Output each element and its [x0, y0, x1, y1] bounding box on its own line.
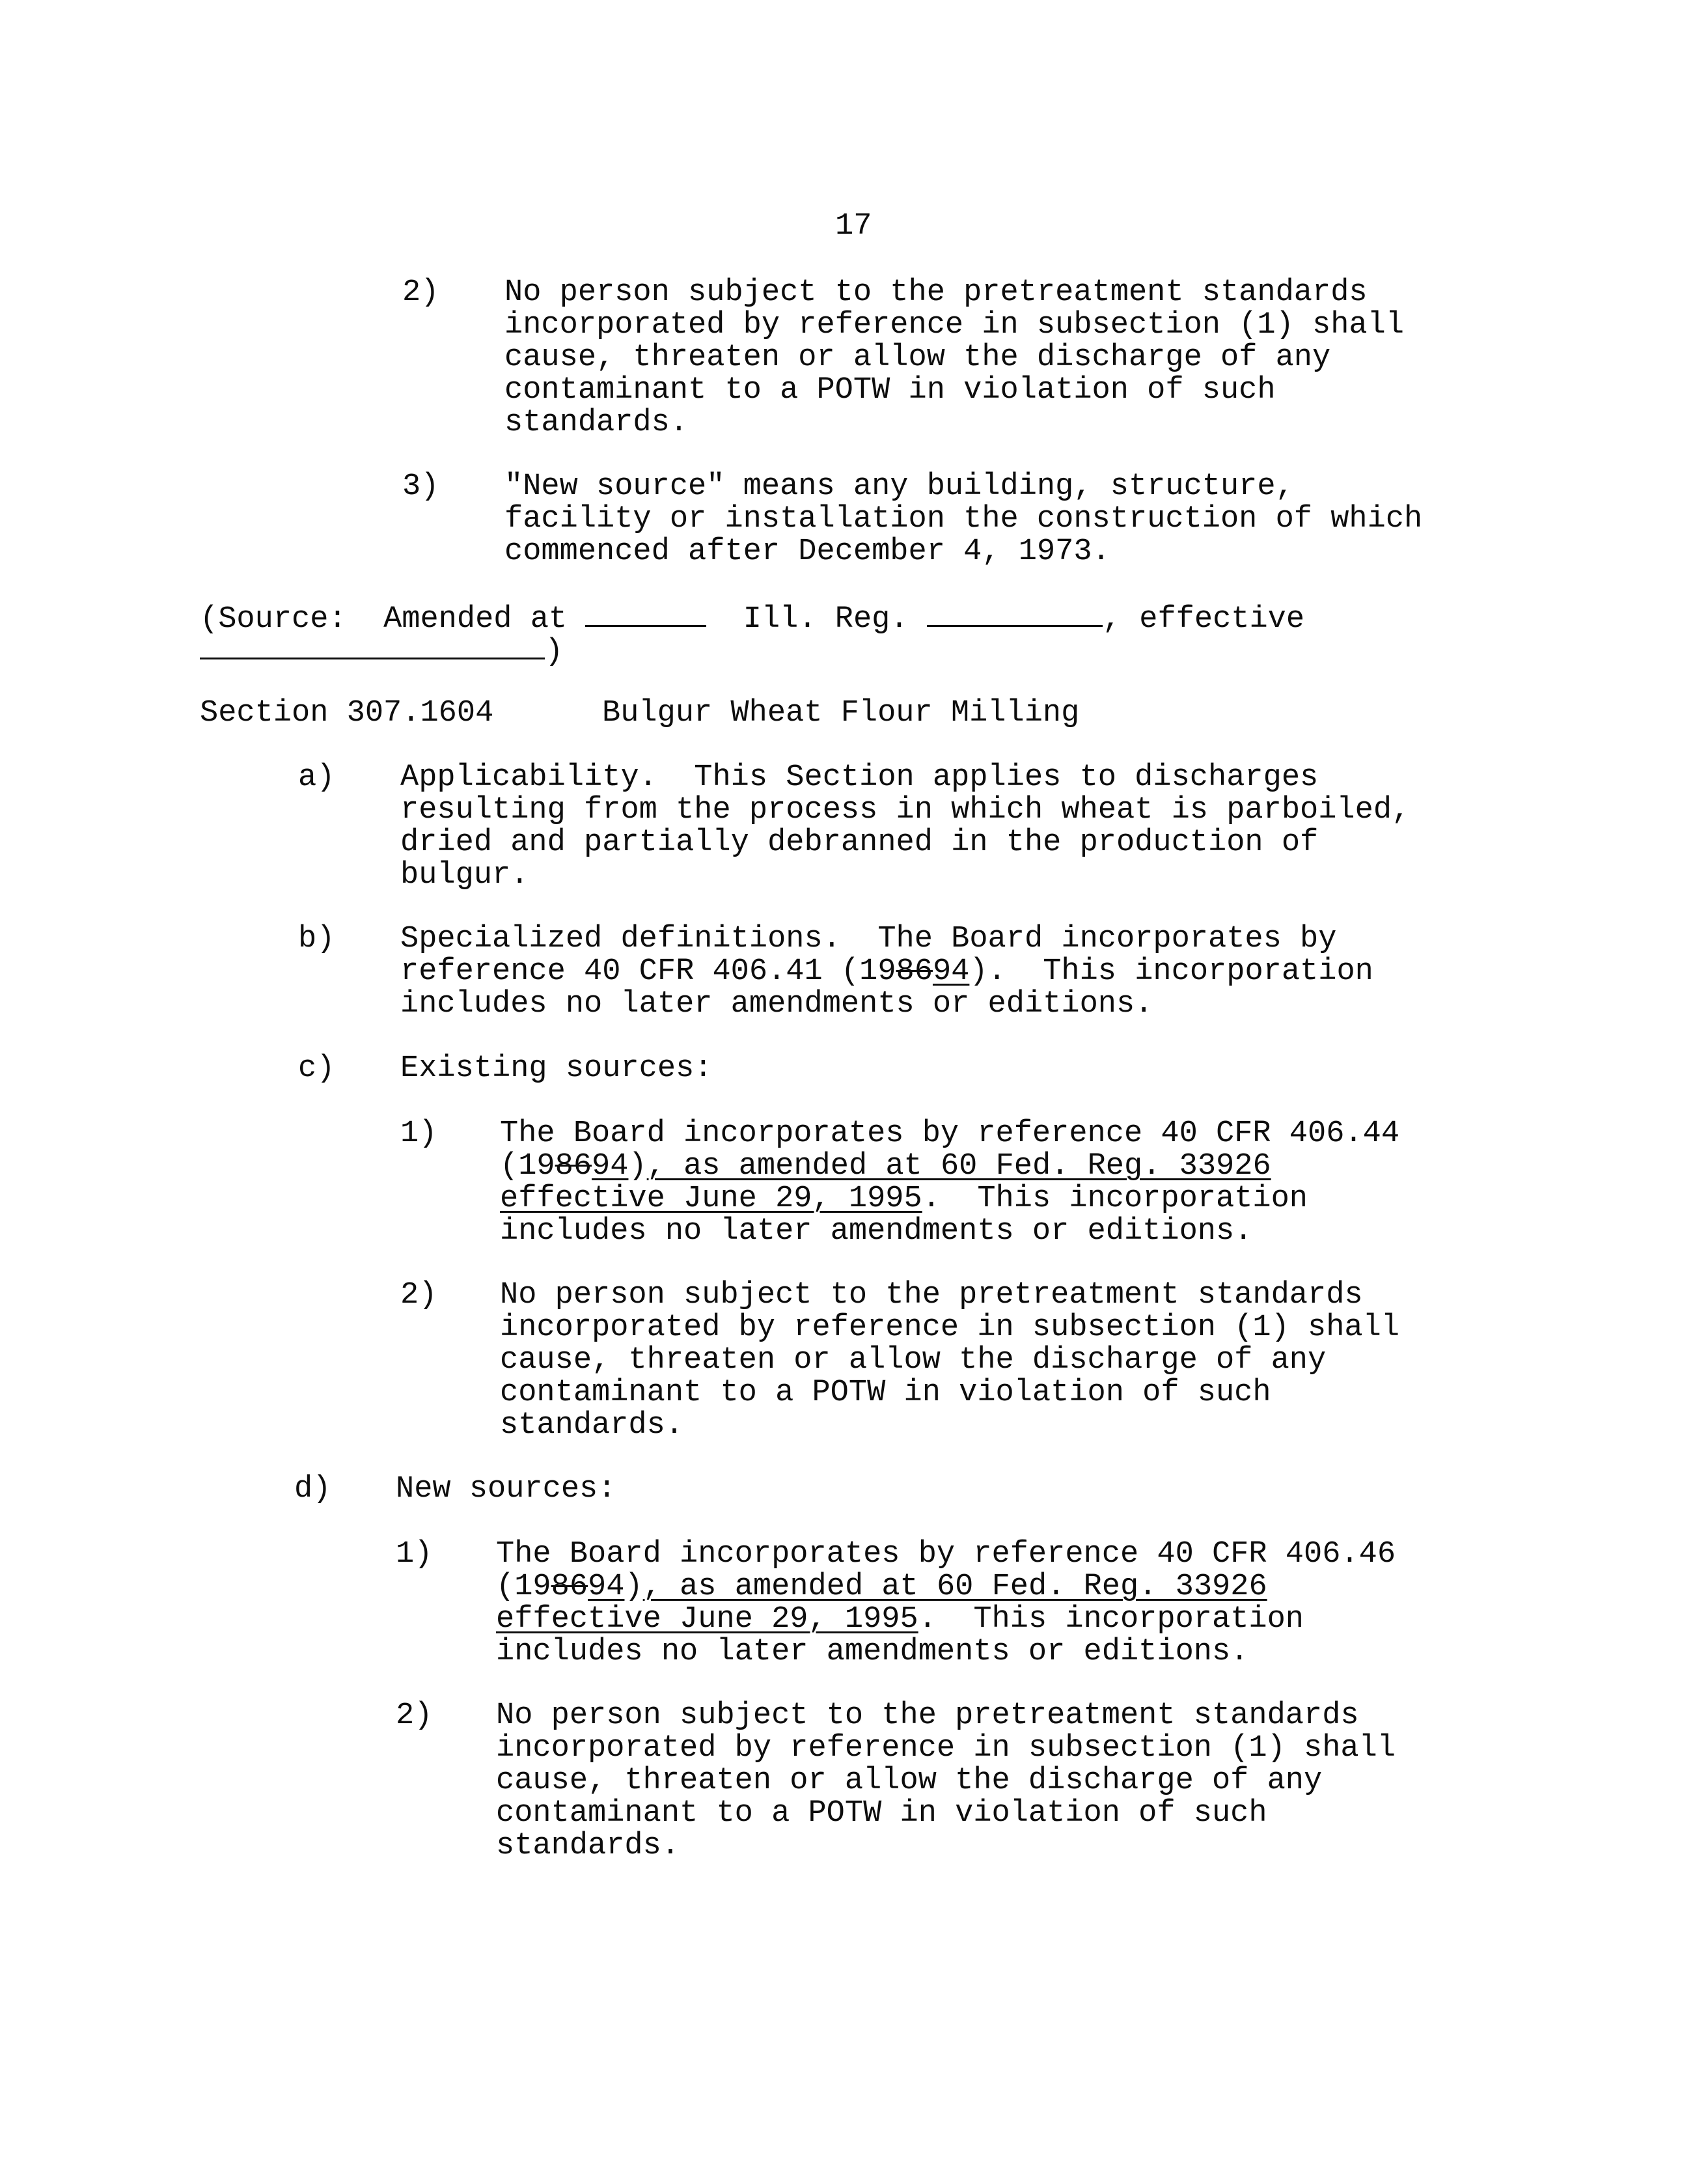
paragraph-new-1 — [496, 1538, 1396, 1669]
text-line: The Board incorporates by reference 40 CFR 406.46 — [496, 1537, 1396, 1572]
text-line: Applicability. This Section applies to discharges — [400, 760, 1319, 795]
section-title: Bulgur Wheat Flour Milling — [602, 696, 1080, 730]
heading-existing-sources: Existing sources: — [400, 1051, 713, 1086]
text-line — [496, 1571, 1396, 1603]
item-label: b) — [298, 922, 335, 956]
text-line: bulgur. — [400, 858, 529, 893]
close-paren: ) — [545, 635, 564, 669]
source-note-line2 — [200, 633, 563, 669]
section-number: Section 307.1604 — [200, 696, 494, 730]
text-line: contaminant to a POTW in violation of such — [496, 1796, 1267, 1831]
inserted-amendment: , as amended at 60 Fed. Reg. 33926 — [642, 1570, 1267, 1604]
text-line: cause, threaten or allow the discharge of any — [496, 1764, 1323, 1798]
paragraph-new-2 — [496, 1700, 1396, 1863]
text-line: incorporated by reference in subsection (1) shall — [496, 1731, 1396, 1766]
item-label: d) — [294, 1472, 331, 1506]
text-line: The Board incorporates by reference 40 CFR 406.44 — [500, 1116, 1400, 1151]
text-line — [400, 956, 1373, 988]
item-label: 2) — [400, 1278, 437, 1312]
text-line: standards. — [504, 406, 689, 440]
source-note-line1 — [200, 600, 1304, 636]
text-line: facility or installation the construction of which — [504, 502, 1423, 536]
text-line: standards. — [500, 1408, 684, 1443]
source-ill-reg: Ill. Reg. — [743, 602, 909, 637]
page-number: 17 — [835, 209, 872, 243]
paragraph-definitions — [400, 923, 1373, 1021]
text-line — [500, 1183, 1399, 1215]
item-label: 2) — [402, 275, 439, 310]
paragraph-existing-2 — [500, 1279, 1399, 1442]
source-amended-at: Amended at — [383, 602, 568, 637]
text-run: (19 — [496, 1570, 551, 1604]
text-line: No person subject to the pretreatment standards — [496, 1698, 1359, 1733]
inserted-text: 94 — [588, 1570, 625, 1604]
text-line: commenced after December 4, 1973. — [504, 534, 1110, 569]
heading-new-sources: New sources: — [396, 1472, 616, 1506]
inserted-amendment: , as amended at 60 Fed. Reg. 33926 — [646, 1149, 1271, 1184]
text-run: ). This incorporation — [969, 954, 1373, 989]
inserted-amendment: effective June 29, 1995 — [496, 1602, 918, 1637]
text-run: ) — [628, 1149, 647, 1184]
text-line: incorporated by reference in subsection (1) shall — [504, 308, 1405, 342]
text-line: Specialized definitions. The Board incorporates by — [400, 922, 1337, 956]
comma: , — [1102, 602, 1122, 637]
text-run: . This incorporation — [918, 1602, 1304, 1637]
inserted-text: 94 — [932, 954, 970, 989]
text-line: No person subject to the pretreatment standards — [500, 1278, 1363, 1312]
text-line: incorporated by reference in subsection (1) shall — [500, 1310, 1400, 1345]
source-effective: effective — [1139, 602, 1305, 637]
text-line: resulting from the process in which wheat is parboiled, — [400, 793, 1411, 827]
text-line: cause, threaten or allow the discharge of any — [500, 1343, 1327, 1378]
text-run: . This incorporation — [922, 1182, 1308, 1216]
inserted-text: 94 — [592, 1149, 629, 1184]
struck-text: 86 — [555, 1149, 592, 1184]
struck-text: 86 — [896, 954, 933, 989]
text-run: ) — [624, 1570, 643, 1604]
paragraph-item-3 — [504, 471, 1422, 568]
inserted-amendment: effective June 29, 1995 — [500, 1182, 922, 1216]
item-label: 2) — [396, 1698, 433, 1733]
text-line: includes no later amendments or editions. — [400, 987, 1153, 1021]
text-run: reference 40 CFR 406.41 (19 — [400, 954, 896, 989]
text-line — [500, 1150, 1399, 1183]
text-line: standards. — [496, 1829, 680, 1863]
text-line: cause, threaten or allow the discharge of any — [504, 340, 1331, 375]
text-line: contaminant to a POTW in violation of such — [504, 373, 1276, 408]
blank-line — [200, 633, 545, 659]
text-line: includes no later amendments or editions. — [496, 1635, 1249, 1669]
item-label: 1) — [400, 1116, 437, 1151]
source-prefix: (Source: — [200, 602, 347, 637]
item-label: c) — [298, 1051, 335, 1086]
text-line — [496, 1603, 1396, 1636]
item-label: a) — [298, 760, 335, 795]
blank-line — [585, 600, 706, 627]
paragraph-item-2 — [504, 277, 1404, 439]
item-label: 1) — [396, 1537, 433, 1572]
text-line: "New source" means any building, structure, — [504, 469, 1294, 504]
text-run: (19 — [500, 1149, 555, 1184]
text-line: includes no later amendments or editions. — [500, 1214, 1253, 1249]
text-line: contaminant to a POTW in violation of such — [500, 1376, 1271, 1410]
paragraph-applicability — [400, 762, 1410, 892]
text-line: dried and partially debranned in the production of — [400, 825, 1319, 860]
paragraph-existing-1 — [500, 1118, 1399, 1248]
struck-text: 86 — [551, 1570, 588, 1604]
blank-line — [927, 600, 1103, 627]
text-line: No person subject to the pretreatment standards — [504, 275, 1368, 310]
item-label: 3) — [402, 469, 439, 504]
